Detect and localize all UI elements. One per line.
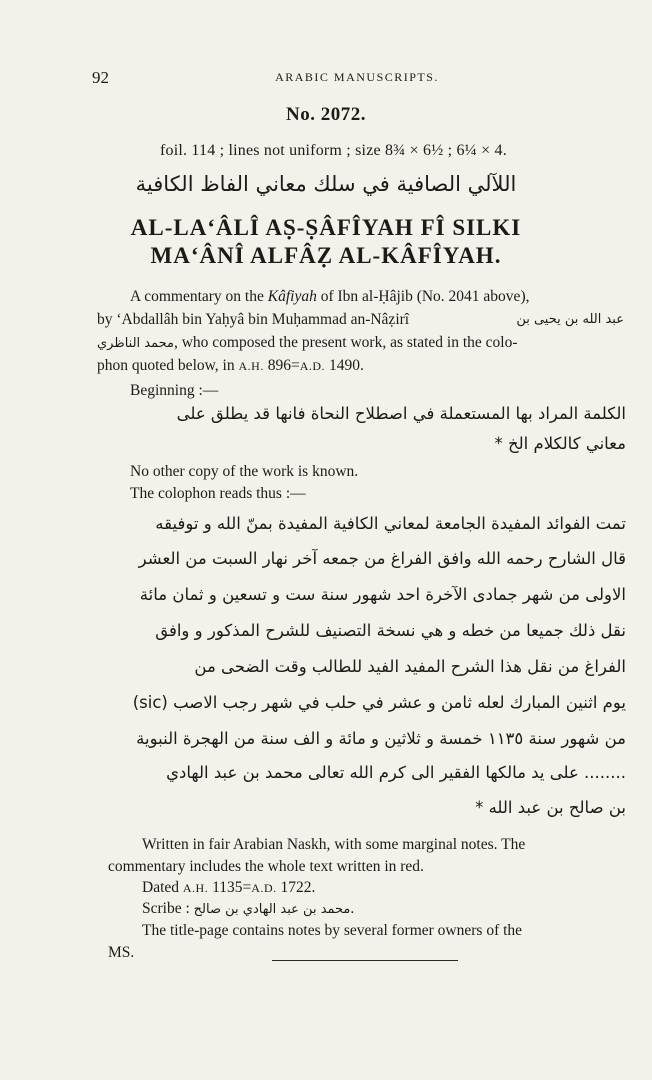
footer-line-2: commentary includes the whole text written in red. — [108, 858, 424, 875]
no-other-copy: No other copy of the work is known. — [130, 463, 359, 480]
title-line-1: AL-LA‘ÂLÎ AṢ-ṢÂFÎYAH FÎ SILKI — [130, 215, 522, 240]
kafiyah-italic: Kâfiyah — [267, 288, 317, 305]
description-line-1: A commentary on the Kâfiyah of Ibn al-Ḥâjib (No. 2041 above), — [130, 288, 530, 305]
colophon-line-1: تمت الفوائد المفيدة الجامعة لمعاني الكافية المفيدة بمنّ الله و توفيقه — [155, 514, 626, 533]
scribe-line: Scribe : محمد بن عبد الهادي بن صالح. — [142, 900, 355, 917]
footer-line-6: MS. — [108, 944, 135, 961]
page-header — [92, 68, 622, 92]
folio-info: foil. 114 ; lines not uniform ; size 8¾ × 6½ ; 6¼ × 4. — [160, 142, 507, 159]
entry-number: No. 2072. — [286, 104, 366, 125]
beginning-arabic-1: الكلمة المراد بها المستعملة في اصطلاح النحاة فانها قد يطلق على — [176, 404, 626, 423]
colophon-line-3: الاولى من شهر جمادى الآخرة احد شهور سنة ست و تسعين و ثمان مائة — [139, 585, 626, 604]
dated-line: Dated A.H. 1135=A.D. 1722. — [142, 879, 316, 896]
colophon-line-8: ........ على يد مالكها الفقير الى كرم الله تعالى محمد بن عبد الهادي — [166, 763, 626, 782]
running-title: ARABIC MANUSCRIPTS. — [275, 70, 439, 84]
scribe-name-arabic: محمد بن عبد الهادي بن صالح — [193, 902, 351, 917]
description-line-3: محمد الناظري, who composed the present work, as stated in the colo- — [97, 334, 518, 351]
colophon-line-5: الفراغ من نقل هذا الشرح المفيد الفيد للطالب وقت الضحى من — [194, 657, 626, 676]
beginning-label: Beginning :— — [130, 382, 219, 399]
page-number: 92 — [92, 68, 109, 87]
beginning-arabic-2: معاني كالكلام الخ * — [494, 434, 626, 453]
closing-rule — [272, 960, 458, 961]
colophon-line-9: بن صالح بن عبد الله * — [475, 798, 626, 817]
description-line-4: phon quoted below, in A.H. 896=A.D. 1490. — [97, 357, 364, 374]
author-name-arabic-2: محمد الناظري — [97, 336, 174, 351]
footer-line-5: The title-page contains notes by several former owners of the — [142, 922, 523, 939]
colophon-line-2: قال الشارح رحمه الله وافق الفراغ من جمعه آخر نهار السبت من العشر — [138, 549, 626, 568]
colophon-line-6: يوم اثنين المبارك لعله ثامن و عشر في حلب في شهر رجب الاصب (sic) — [132, 693, 626, 712]
author-name-arabic-1: عبد الله بن يحيى بن — [516, 312, 624, 327]
arabic-title: اللآلي الصافية في سلك معاني الفاظ الكافية — [135, 172, 517, 196]
title-line-2: MA‘ÂNÎ ALFÂẒ AL-KÂFÎYAH. — [150, 243, 502, 268]
colophon-label: The colophon reads thus :— — [130, 485, 306, 502]
description-line-2: by ‘Abdallâh bin Yaḥyâ bin Muḥammad an-Nâẓirî عبد الله بن يحيى بن — [97, 309, 628, 331]
colophon-line-7: من شهور سنة ١١٣٥ خمسة و ثلاثين و مائة و الف سنة من الهجرة النبوية — [136, 729, 626, 748]
colophon-line-4: نقل ذلك جميعا من خطه و هي نسخة التصنيف للشرح المذكور و وافق — [155, 621, 626, 640]
footer-line-1: Written in fair Arabian Naskh, with some marginal notes. The — [142, 836, 526, 853]
